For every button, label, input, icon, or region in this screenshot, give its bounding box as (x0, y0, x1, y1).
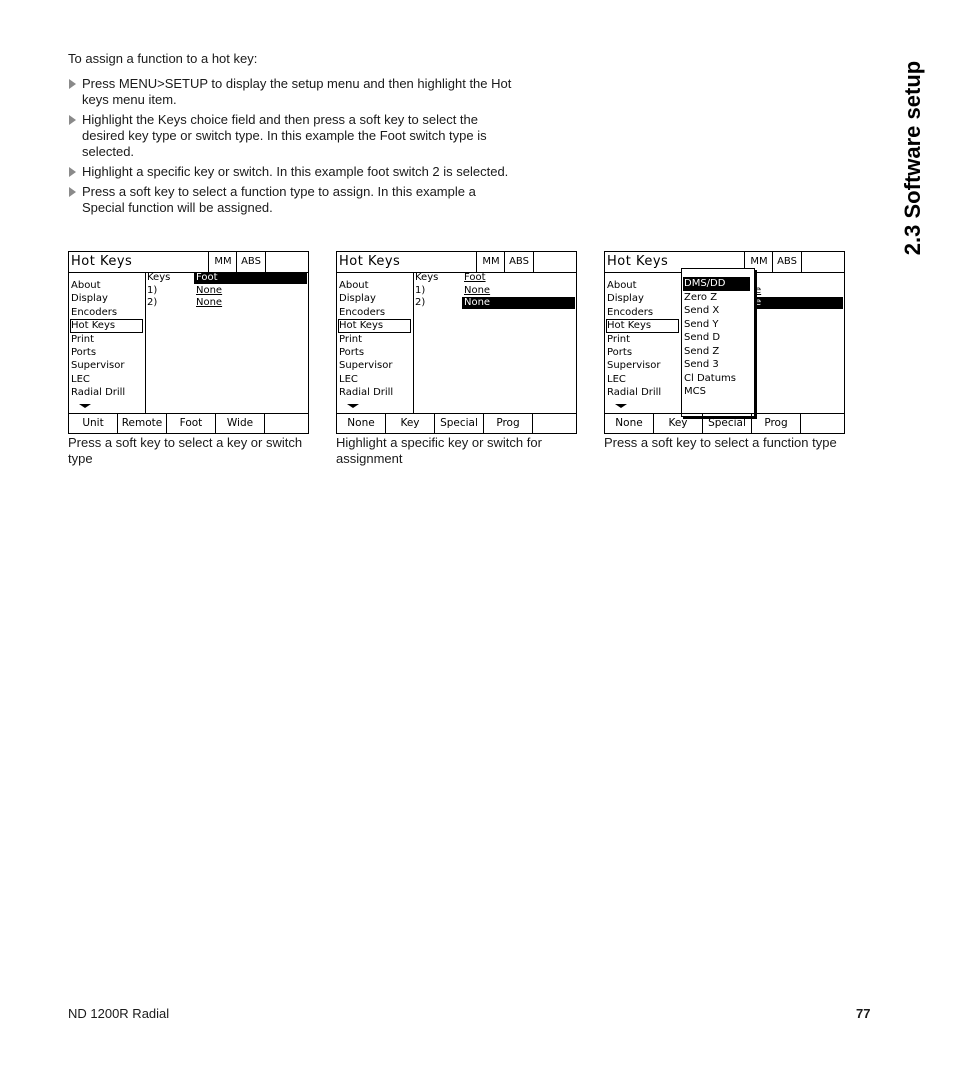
menu-item-lec[interactable]: LEC (607, 373, 626, 385)
popup-item-send-y[interactable]: Send Y (684, 318, 719, 330)
softkey-prog[interactable]: Prog (752, 414, 801, 433)
abs-indicator: ABS (236, 252, 266, 272)
caption-screen-1: Press a soft key to select a key or switch type (68, 435, 303, 466)
row-1-label: 1) (147, 285, 158, 296)
bullet-triangle-icon (69, 115, 76, 125)
softkey-bar (69, 413, 308, 433)
menu-item-display[interactable]: Display (339, 293, 376, 305)
popup-item-send-x[interactable]: Send X (684, 305, 720, 316)
menu-item-supervisor[interactable]: Supervisor (71, 360, 125, 372)
popup-item-send-d[interactable]: Send D (684, 332, 721, 343)
steps-list (68, 76, 518, 220)
popup-item-zero-z[interactable]: Zero Z (684, 291, 718, 303)
menu-divider (145, 272, 146, 413)
softkey-wide[interactable]: Wide (216, 414, 265, 433)
menu-item-radial-drill[interactable]: Radial Drill (607, 387, 662, 399)
softkey-special[interactable]: Special (435, 414, 484, 433)
screen-select-key-type (68, 251, 309, 434)
menu-item-lec[interactable]: LEC (339, 373, 358, 385)
menu-item-ports[interactable]: Ports (339, 346, 365, 358)
softkey-blank[interactable] (265, 414, 308, 433)
step-item (68, 184, 518, 216)
softkey-none[interactable]: None (605, 414, 654, 433)
setup-menu (606, 279, 680, 400)
keys-label: Keys (415, 272, 439, 283)
row-1-label: 1) (415, 285, 426, 296)
step-text: Highlight the Keys choice field and then press a soft key to select the desired key type or switch type. In this example the Foot switch type is selected. (82, 112, 487, 159)
menu-item-radial-drill[interactable]: Radial Drill (339, 387, 394, 399)
step-text: Press MENU>SETUP to display the setup menu and then highlight the Hot keys menu item. (82, 76, 512, 107)
row-2-label: 2) (415, 297, 426, 308)
menu-item-hot-keys[interactable]: Hot Keys (606, 319, 679, 332)
abs-indicator: ABS (772, 252, 802, 272)
caption-screen-3: Press a soft key to select a function type (604, 435, 837, 450)
units-mm-indicator: MM (208, 252, 237, 272)
bullet-triangle-icon (69, 79, 76, 89)
row-2-label: 2) (147, 297, 158, 308)
popup-item-cl-datums[interactable]: Cl Datums (684, 372, 736, 384)
menu-item-encoders[interactable]: Encoders (607, 306, 654, 318)
screen-select-function (604, 251, 845, 434)
intro-text: To assign a function to a hot key: (68, 51, 258, 66)
softkey-unit[interactable]: Unit (69, 414, 118, 433)
menu-item-ports[interactable]: Ports (607, 346, 633, 358)
units-mm-indicator: MM (476, 252, 505, 272)
popup-item-dms-dd[interactable]: DMS/DD (683, 277, 750, 291)
menu-item-print[interactable]: Print (71, 333, 95, 345)
title-divider (337, 272, 576, 273)
menu-item-display[interactable]: Display (607, 293, 644, 305)
bullet-triangle-icon (69, 167, 76, 177)
menu-item-print[interactable]: Print (339, 333, 363, 345)
screen-select-switch (336, 251, 577, 434)
screen-title: Hot Keys (607, 254, 669, 269)
menu-item-radial-drill[interactable]: Radial Drill (71, 387, 126, 399)
section-title: 2.3 Software setup (900, 60, 925, 256)
bullet-triangle-icon (69, 187, 76, 197)
abs-indicator: ABS (504, 252, 534, 272)
scroll-down-icon[interactable] (615, 404, 627, 408)
softkey-bar (337, 413, 576, 433)
key-2-value-field[interactable]: e (753, 297, 843, 309)
popup-item-send-3[interactable]: Send 3 (684, 359, 719, 370)
step-item (68, 112, 518, 160)
menu-divider (413, 272, 414, 413)
popup-item-send-z[interactable]: Send Z (684, 345, 720, 357)
softkey-bar (605, 413, 844, 433)
softkey-blank[interactable] (533, 414, 576, 433)
popup-item-mcs[interactable]: MCS (684, 386, 706, 397)
menu-item-about[interactable]: About (607, 280, 637, 291)
menu-item-hot-keys[interactable]: Hot Keys (70, 319, 143, 332)
menu-item-lec[interactable]: LEC (71, 373, 90, 385)
setup-menu (338, 279, 412, 400)
key-1-value-field[interactable]: None (464, 285, 491, 296)
screen-title: Hot Keys (71, 254, 133, 269)
caption-screen-2: Highlight a specific key or switch for assignment (336, 435, 542, 466)
function-popup-menu (681, 268, 755, 417)
softkey-foot[interactable]: Foot (167, 414, 216, 433)
scroll-down-icon[interactable] (347, 404, 359, 408)
menu-item-print[interactable]: Print (607, 333, 631, 345)
setup-menu (70, 279, 144, 400)
footer-product-name: ND 1200R Radial (68, 1006, 170, 1021)
menu-item-hot-keys[interactable]: Hot Keys (338, 319, 411, 332)
step-text: Highlight a specific key or switch. In this example foot switch 2 is selected. (82, 164, 509, 179)
menu-item-encoders[interactable]: Encoders (339, 306, 386, 318)
units-mm-indicator: MM (744, 252, 773, 272)
menu-item-about[interactable]: About (71, 280, 101, 291)
softkey-key[interactable]: Key (386, 414, 435, 433)
step-item (68, 164, 518, 180)
screen-title: Hot Keys (339, 254, 401, 269)
menu-item-supervisor[interactable]: Supervisor (607, 360, 661, 372)
key-2-value-field[interactable]: None (462, 297, 575, 309)
softkey-key[interactable]: Key (654, 414, 703, 433)
key-1-value-field[interactable]: e (755, 285, 762, 296)
step-item (68, 76, 518, 108)
menu-item-display[interactable]: Display (71, 293, 108, 305)
softkey-prog[interactable]: Prog (484, 414, 533, 433)
key-2-value-field[interactable]: None (196, 297, 223, 308)
softkey-none[interactable]: None (337, 414, 386, 433)
menu-item-ports[interactable]: Ports (71, 346, 97, 358)
scroll-down-icon[interactable] (79, 404, 91, 408)
keys-value-field[interactable]: Foot (194, 272, 307, 284)
softkey-blank[interactable] (801, 414, 844, 433)
softkey-remote[interactable]: Remote (118, 414, 167, 433)
key-1-value-field[interactable]: None (196, 285, 223, 296)
softkey-special[interactable]: Special (703, 414, 752, 433)
page-number: 77 (856, 1006, 871, 1021)
menu-item-about[interactable]: About (339, 280, 369, 291)
keys-label: Keys (147, 272, 171, 283)
menu-item-supervisor[interactable]: Supervisor (339, 360, 393, 372)
step-text: Press a soft key to select a function type to assign. In this example a Special function will be assigned. (82, 184, 476, 215)
menu-item-encoders[interactable]: Encoders (71, 306, 118, 318)
keys-value-field[interactable]: Foot (464, 272, 486, 283)
